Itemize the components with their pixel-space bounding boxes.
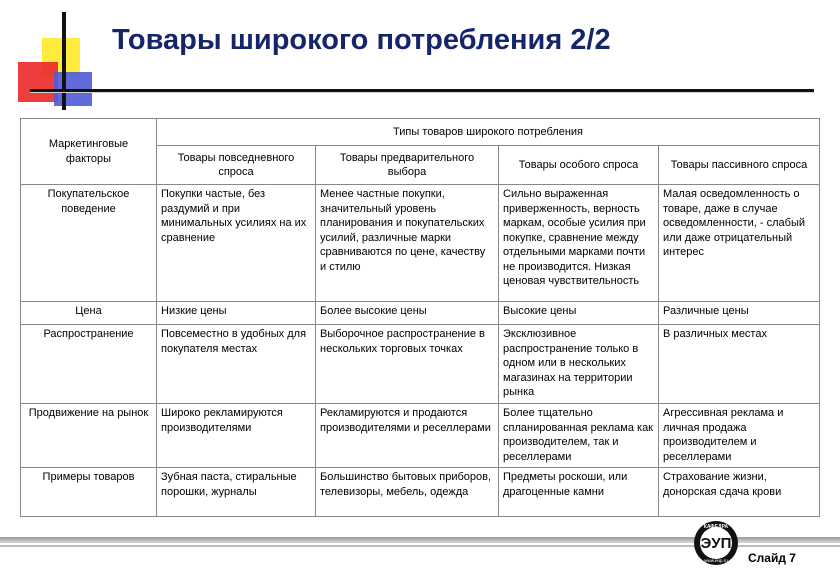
slide-title: Товары широкого потребления 2/2	[112, 24, 611, 56]
column-header: Товары особого спроса	[499, 146, 659, 185]
column-header: Товары повседневного спроса	[157, 146, 316, 185]
table-cell: Эксклюзивное распространение только в одном или в нескольких магазинах на территории рынка	[499, 325, 659, 404]
table-cell: Рекламируются и продаются производителями и реселлерами	[316, 404, 499, 468]
table-cell: Выборочное распространение в нескольких торговых точках	[316, 325, 499, 404]
table-row	[21, 302, 820, 325]
table-cell: Предметы роскоши, или драгоценные камни	[499, 468, 659, 517]
table-cell: В различных местах	[659, 325, 820, 404]
table-cell: Повсеместно в удобных для покупателя местах	[157, 325, 316, 404]
row-header: Распространение	[21, 325, 157, 404]
table-cell: Менее частные покупки, значительный уровень планирования и покупательских усилий, различные марки сравниваются по цене, качеству и стилю	[316, 185, 499, 302]
table-cell: Страхование жизни, донорская сдача крови	[659, 468, 820, 517]
table-cell: Более высокие цены	[316, 302, 499, 325]
logo-top-text: КАФЕДРА	[703, 524, 729, 530]
table-row	[21, 325, 820, 404]
corner-header: Маркетинговые факторы	[21, 119, 157, 185]
logo-main-text: ЭУП	[700, 535, 732, 552]
row-header: Примеры товаров	[21, 468, 157, 517]
decor-vertical-line	[62, 12, 66, 110]
table-row	[21, 468, 820, 517]
row-header: Цена	[21, 302, 157, 325]
table-cell: Агрессивная реклама и личная продажа производителем и реселлерами	[659, 404, 820, 468]
header-row-group	[21, 119, 820, 146]
table-cell: Малая осведомленность о товаре, даже в случае осведомленности, - слабый или даже отрицательный интерес	[659, 185, 820, 302]
logo-bottom-text: www.eup.ru	[704, 558, 728, 563]
column-header: Товары предварительного выбора	[316, 146, 499, 185]
table-cell: Высокие цены	[499, 302, 659, 325]
title-divider-shadow	[30, 92, 814, 93]
table-cell: Большинство бытовых приборов, телевизоры, мебель, одежда	[316, 468, 499, 517]
decor-red-square	[18, 62, 58, 102]
table-cell: Зубная паста, стиральные порошки, журналы	[157, 468, 316, 517]
table-cell: Низкие цены	[157, 302, 316, 325]
row-header: Покупательское поведение	[21, 185, 157, 302]
table-cell: Покупки частые, без раздумий и при минимальных усилиях на их сравнение	[157, 185, 316, 302]
column-header: Товары пассивного спроса	[659, 146, 820, 185]
table-row	[21, 404, 820, 468]
table-cell: Сильно выраженная приверженность, верность маркам, особые усилия при покупке, сравнение между отдельными марками почти не производится. Низкая ценовая чувствительность	[499, 185, 659, 302]
consumer-goods-table	[20, 118, 820, 517]
table-row	[21, 185, 820, 302]
row-header: Продвижение на рынок	[21, 404, 157, 468]
eup-logo	[688, 520, 744, 566]
table-cell: Более тщательно спланированная реклама как производителем, так и реселлерами	[499, 404, 659, 468]
table-cell: Широко рекламируются производителями	[157, 404, 316, 468]
slide-number: Слайд 7	[748, 551, 796, 565]
group-header: Типы товаров широкого потребления	[157, 119, 820, 146]
table-cell: Различные цены	[659, 302, 820, 325]
